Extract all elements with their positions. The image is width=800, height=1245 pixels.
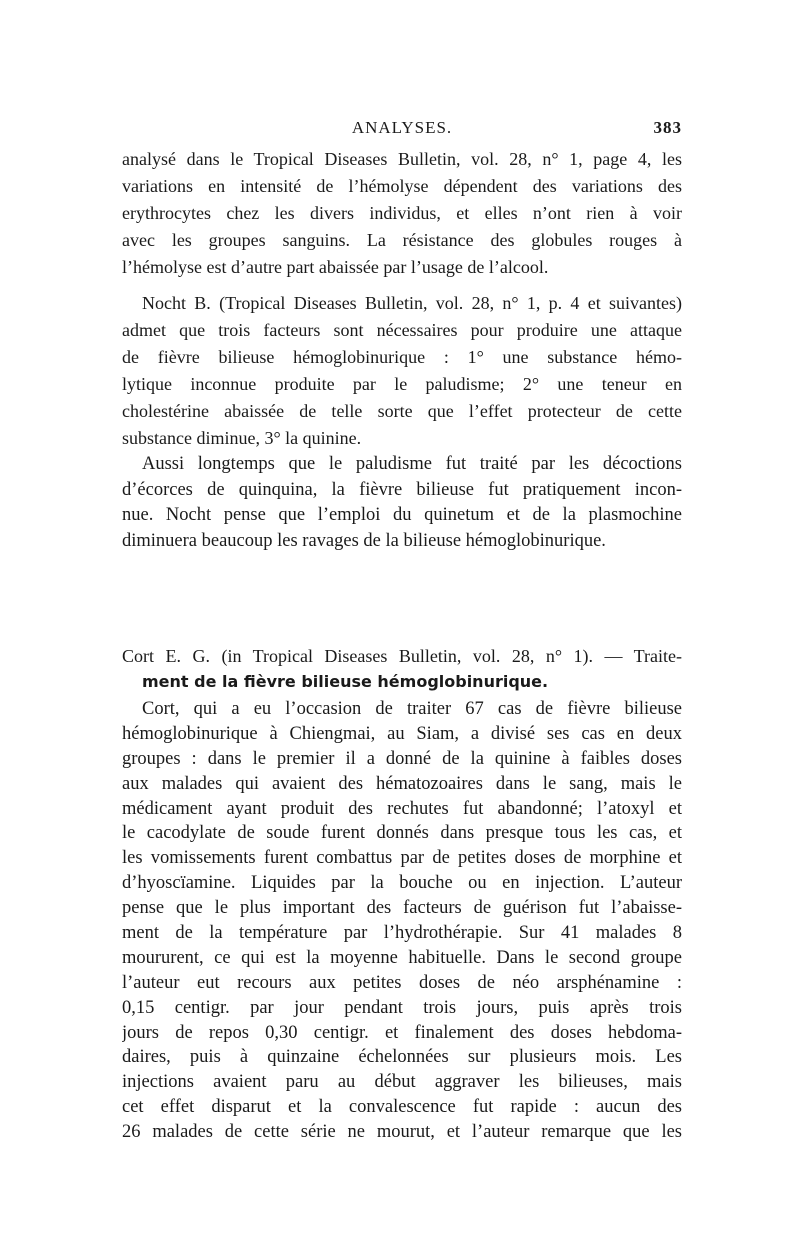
paragraph-nocht-conclusion — [122, 452, 682, 554]
text-line: groupes : dans le premier il a donné de la quinine à faibles doses — [122, 748, 682, 769]
text-line: Cort, qui a eu l’occasion de traiter 67 cas de fièvre bilieuse — [142, 699, 682, 719]
text-line: cet effet disparut et la convalescence fut rapide : aucun des — [122, 1097, 682, 1118]
text-line: avec les groupes sanguins. La résistance des globules rouges à — [122, 230, 682, 250]
text-line: moururent, ce qui est la moyenne habituelle. Dans le second groupe — [122, 947, 682, 968]
text-line: ment de la température par l’hydrothérapie. Sur 41 malades 8 — [122, 923, 682, 944]
text-line: injections avaient paru au début aggraver les bilieuses, mais — [122, 1072, 682, 1093]
page-number: 383 — [653, 118, 682, 137]
text-line: jours de repos 0,30 centigr. et finalement des doses hebdoma- — [122, 1022, 682, 1043]
running-head — [122, 118, 682, 140]
text-line: d’écorces de quinquina, la fièvre bilieuse fut pratiquement incon- — [122, 479, 682, 500]
text-line: d’hyoscïamine. Liquides par la bouche ou en injection. L’auteur — [122, 873, 682, 894]
text-line: substance diminue, 3° la quinine. — [122, 428, 362, 448]
text-line: aux malades qui avaient des hématozoaires dans le sang, mais le — [122, 773, 682, 794]
text-line: médicament ayant produit des rechutes fut abandonné; l’atoxyl et — [122, 798, 682, 819]
text-line: analysé dans le Tropical Diseases Bulletin, vol. 28, n° 1, page 4, les — [122, 149, 682, 169]
text-line: diminuera beaucoup les ravages de la bilieuse hémoglobinurique. — [122, 530, 606, 551]
text-line: Nocht B. (Tropical Diseases Bulletin, vol. 28, n° 1, p. 4 et suivantes) — [142, 293, 682, 313]
text-line: pense que le plus important des facteurs de guérison fut l’abaisse- — [122, 898, 682, 919]
text-line: le cacodylate de soude furent donnés dans presque tous les cas, et — [122, 823, 682, 844]
text-line: variations en intensité de l’hémolyse dépendent des variations des — [122, 176, 682, 196]
paragraph-cort-body — [122, 697, 682, 1145]
text-line: l’hémolyse est d’autre part abaissée par l’usage de l’alcool. — [122, 257, 549, 277]
text-line: Cort E. G. (in Tropical Diseases Bulletin, vol. 28, n° 1). — Traite- — [122, 646, 682, 666]
text-line: 0,15 centigr. par jour pendant trois jours, puis après trois — [122, 997, 682, 1018]
paragraph-cort-heading — [122, 643, 682, 695]
text-line: lytique inconnue produite par le paludisme; 2° une teneur en — [122, 374, 682, 394]
text-line: daires, puis à quinzaine échelonnées sur plusieurs mois. Les — [122, 1047, 682, 1068]
running-title: ANALYSES. — [351, 118, 453, 137]
paragraph-continuation — [122, 146, 682, 281]
text-line: cholestérine abaissée de telle sorte que l’effet protecteur de cette — [122, 401, 682, 421]
text-line: admet que trois facteurs sont nécessaires pour produire une attaque — [122, 320, 682, 340]
text-line: 26 malades de cette série ne mourut, et l’auteur remarque que les — [122, 1122, 682, 1143]
text-line: erythrocytes chez les divers individus, et elles n’ont rien à voir — [122, 203, 682, 223]
text-line: hémoglobinurique à Chiengmai, au Siam, a divisé ses cas en deux — [122, 723, 682, 744]
text-line: les vomissements furent combattus par de petites doses de morphine et — [122, 848, 682, 869]
paragraph-nocht — [122, 290, 682, 452]
text-line: l’auteur eut recours aux petites doses de néo arsphénamine : — [122, 972, 682, 993]
text-line: nue. Nocht pense que l’emploi du quinetum et de la plasmochine — [122, 505, 682, 526]
text-line: de fièvre bilieuse hémoglobinurique : 1° une substance hémo- — [122, 347, 682, 367]
text-line: ment de la fièvre bilieuse hémoglobinurique. — [142, 672, 549, 691]
text-line: Aussi longtemps que le paludisme fut traité par les décoctions — [142, 454, 682, 474]
